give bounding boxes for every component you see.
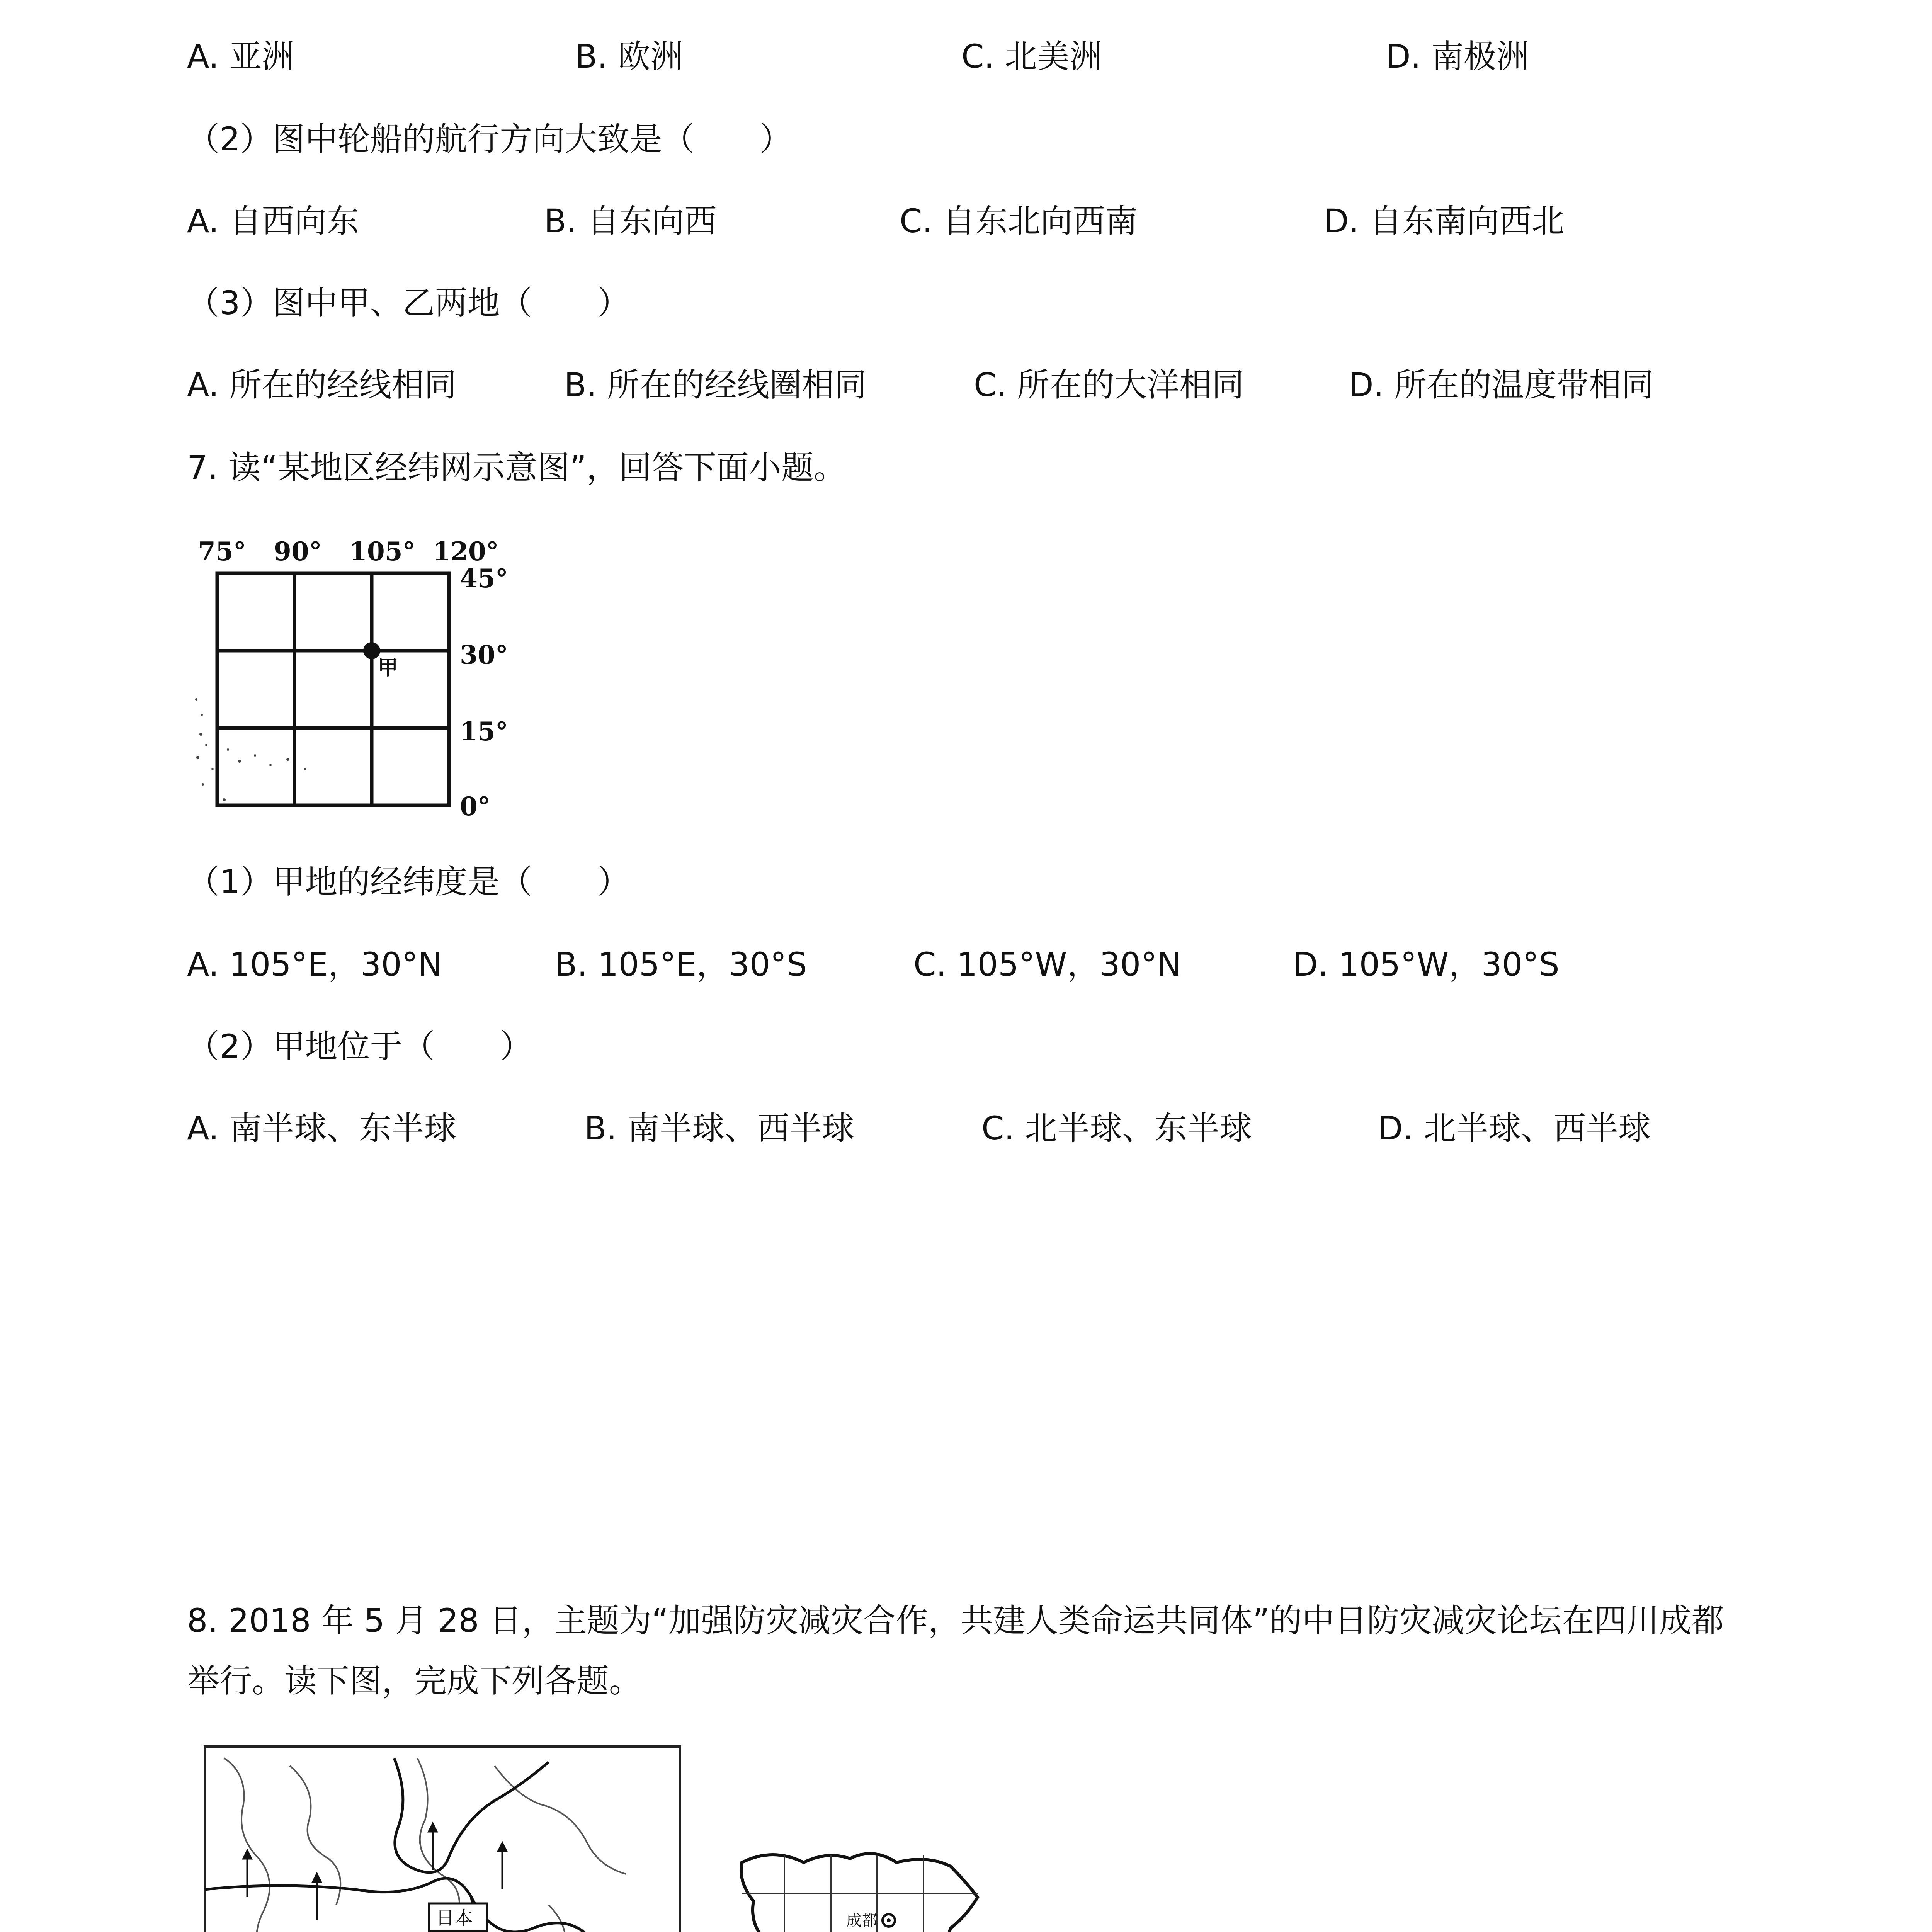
q6-2-option-b: B. 自东向西 [544, 202, 717, 240]
q7-2-option-d: D. 北半球、西半球 [1378, 1109, 1651, 1147]
grid-lines [217, 573, 449, 805]
lat-label-45: 45° [460, 563, 508, 594]
q7-2-option-a: A. 南半球、东半球 [187, 1109, 457, 1147]
lat-lon-grid-figure [189, 533, 522, 819]
scan-noise [195, 698, 306, 801]
lat-label-30: 30° [460, 640, 508, 670]
lat-label-15: 15° [460, 716, 508, 747]
point-jia-label: 甲 [378, 656, 398, 680]
q7-2-option-b: B. 南半球、西半球 [584, 1109, 855, 1147]
lon-label-90: 90° [274, 536, 322, 566]
q6-1-option-d: D. 南极洲 [1386, 37, 1529, 75]
chengdu-marker-dot [887, 1918, 891, 1922]
q7-1-option-b: B. 105°E，30°S [555, 946, 807, 983]
q7-2-option-c: C. 北半球、东半球 [981, 1109, 1252, 1147]
q6-2-stem: （2）图中轮船的航行方向大致是（ ） [187, 120, 792, 158]
q8-stem-line2: 举行。读下图，完成下列各题。 [187, 1662, 642, 1700]
plate-distribution-map [201, 1743, 703, 1932]
lat-label-0: 0° [460, 791, 490, 819]
chengdu-label: 成都 [846, 1912, 877, 1930]
q7-1-stem: （1）甲地的经纬度是（ ） [187, 863, 630, 901]
q6-1-option-c: C. 北美洲 [961, 37, 1102, 75]
q8-stem-line1: 8. 2018 年 5 月 28 日，主题为“加强防灾减灾合作，共建人类命运共同体”的中日防灾减灾论坛在四川成都 [187, 1602, 1724, 1639]
q6-3-stem: （3）图中甲、乙两地（ ） [187, 284, 630, 322]
q6-3-option-b: B. 所在的经线圈相同 [564, 366, 867, 404]
sichuan-map [726, 1839, 1012, 1932]
q7-1-option-c: C. 105°W，30°N [913, 946, 1182, 983]
q6-1-option-b: B. 欧洲 [575, 37, 683, 75]
lon-label-120: 120° [433, 536, 499, 566]
q6-3-option-d: D. 所在的温度带相同 [1349, 366, 1654, 404]
q7-1-option-d: D. 105°W，30°S [1293, 946, 1560, 983]
q6-2-option-d: D. 自东南向西北 [1324, 202, 1565, 240]
q6-3-option-c: C. 所在的大洋相同 [974, 366, 1245, 404]
lon-label-105: 105° [349, 536, 415, 566]
q7-stem: 7. 读“某地区经纬网示意图”，回答下面小题。 [187, 449, 846, 486]
q7-1-option-a: A. 105°E，30°N [187, 946, 442, 983]
lon-label-75: 75° [198, 536, 246, 566]
q6-2-option-a: A. 自西向东 [187, 202, 359, 240]
q7-2-stem: （2）甲地位于（ ） [187, 1027, 532, 1065]
japan-label: 日本 [436, 1907, 473, 1929]
q6-3-option-a: A. 所在的经线相同 [187, 366, 457, 404]
q6-2-option-c: C. 自东北向西南 [900, 202, 1138, 240]
q6-1-option-a: A. 亚洲 [187, 37, 294, 75]
